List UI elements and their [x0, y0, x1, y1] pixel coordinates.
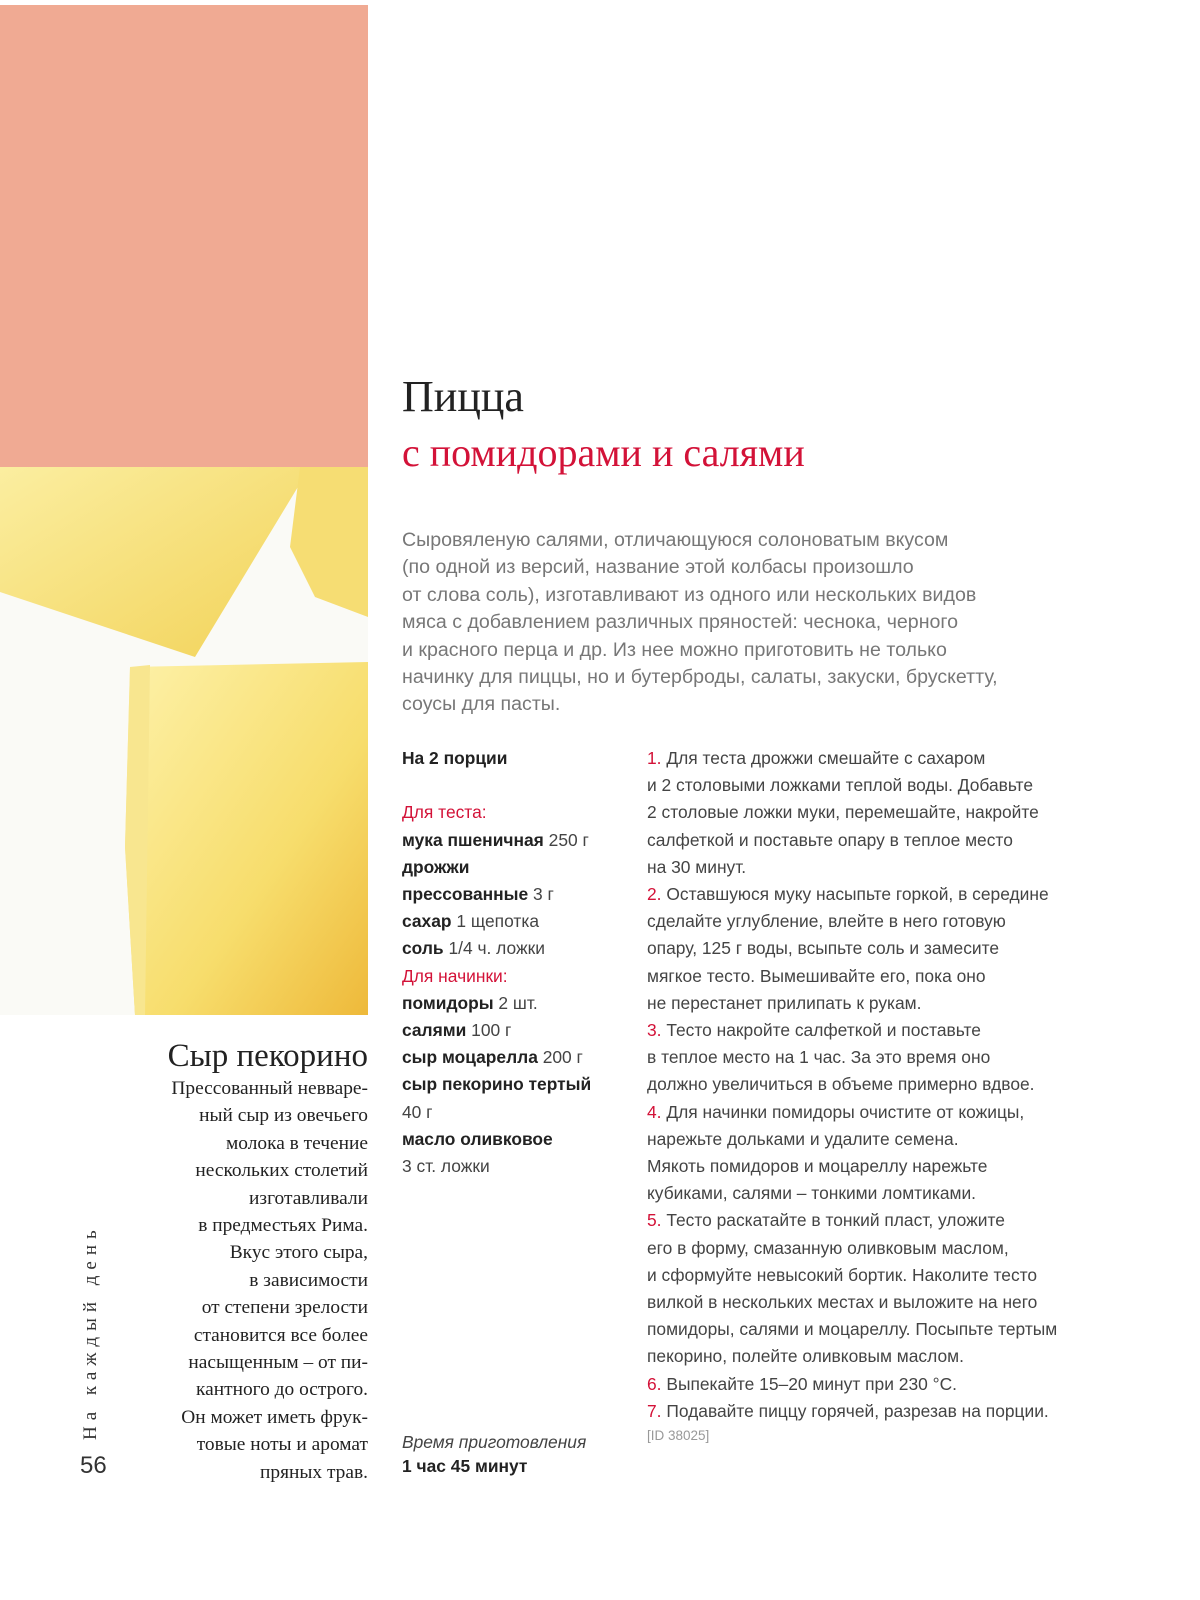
dough-heading: Для теста: — [402, 802, 487, 823]
ingredient-item: 3 ст. ложки — [402, 1156, 490, 1177]
step-text: салфеткой и поставьте опару в теплое место — [647, 829, 1013, 850]
step-text: его в форму, смазанную оливковым маслом, — [647, 1237, 1009, 1258]
step-line — [647, 745, 1117, 772]
step-text: мягкое тесто. Вымешивайте его, пока оно — [647, 965, 986, 986]
step-text: Оставшуюся муку насыпьте горкой, в середине — [661, 884, 1049, 905]
recipe-intro — [402, 527, 1122, 719]
step-line — [647, 799, 1117, 826]
step-text: и сформуйте невысокий бортик. Наколите тесто — [647, 1264, 1038, 1285]
sidebar-line: Вкус этого сыра, — [229, 1242, 368, 1264]
step-text: пекорино, полейте оливковым маслом. — [647, 1346, 964, 1367]
filling-heading: Для начинки: — [402, 965, 508, 986]
step-line — [647, 1262, 1117, 1289]
servings: На 2 порции — [402, 748, 508, 768]
step-line — [647, 827, 1117, 854]
step-number: 5. — [647, 1210, 662, 1231]
sidebar-line: товые ноты и аромат — [196, 1434, 368, 1456]
ingredient-item: сыр пекорино тертый — [402, 1074, 592, 1095]
sidebar-line: Прессованный невваре- — [171, 1078, 368, 1099]
step-text: Подавайте пиццу горячей, разрезав на порции. — [661, 1400, 1049, 1421]
page-number: 56 — [80, 1452, 107, 1479]
ingredient-item: салями 100 г — [402, 1020, 512, 1041]
ingredient-item: соль 1/4 ч. ложки — [402, 938, 545, 959]
cooking-time — [402, 1430, 586, 1478]
step-number: 1. — [647, 748, 662, 768]
ingredient-item: сыр моцарелла 200 г — [402, 1047, 583, 1068]
sidebar-line: ный сыр из овечьего — [199, 1105, 368, 1127]
cooking-time-value: 1 час 45 минут — [402, 1456, 528, 1476]
step-number: 4. — [647, 1101, 662, 1122]
intro-line: и красного перца и др. Из нее можно приготовить не только — [402, 638, 947, 661]
step-text: Для теста дрожжи смешайте с сахаром — [661, 748, 986, 768]
ingredients-list — [402, 745, 627, 1180]
step-line — [647, 772, 1117, 799]
step-text: кубиками, салями – тонкими ломтиками. — [647, 1183, 976, 1204]
ingredient-item: мука пшеничная 250 г — [402, 829, 589, 850]
cheese-photo — [0, 467, 368, 1015]
step-text: опару, 125 г воды, всыпьте соль и замесите — [647, 938, 1000, 959]
step-line — [647, 1153, 1117, 1180]
intro-line: (по одной из версий, название этой колбасы произошло — [402, 556, 914, 579]
step-line — [647, 1207, 1117, 1234]
sidebar-line: в зависимости — [249, 1269, 368, 1291]
sidebar-line: становится все более — [193, 1324, 368, 1346]
sidebar-line: нескольких столетий — [195, 1160, 368, 1182]
ingredient-item: сахар 1 щепотка — [402, 911, 539, 932]
step-line — [647, 935, 1117, 962]
step-text: Для начинки помидоры очистите от кожицы, — [661, 1101, 1025, 1122]
sidebar-line: Он может иметь фрук- — [181, 1406, 368, 1428]
step-line — [647, 963, 1117, 990]
step-text: сделайте углубление, влейте в него готовую — [647, 911, 1006, 932]
ingredient-item: прессованные 3 г — [402, 884, 554, 904]
step-line — [647, 1316, 1117, 1343]
step-text: помидоры, салями и моцареллу. Посыпьте тертым — [647, 1319, 1058, 1340]
step-line — [647, 1044, 1117, 1071]
sidebar-title: Сыр пекорино — [167, 1038, 368, 1074]
ingredient-item: масло оливковое — [402, 1128, 553, 1149]
recipe-subtitle: с помидорами и салями — [402, 430, 805, 475]
intro-line: начинку для пиццы, но и бутерброды, салаты, закуски, брускетту, — [402, 666, 998, 689]
step-line — [647, 1071, 1117, 1098]
ingredient-item: 40 г — [402, 1101, 433, 1122]
step-text: Тесто раскатайте в тонкий пласт, уложите — [661, 1210, 1005, 1231]
step-line — [647, 1289, 1117, 1316]
step-line — [647, 1180, 1117, 1207]
recipe-steps — [647, 745, 1117, 1447]
sidebar-line: в предместьях Рима. — [198, 1215, 368, 1237]
step-line — [647, 1126, 1117, 1153]
step-number: 7. — [647, 1400, 662, 1421]
ingredient-item: дрожжи — [402, 856, 470, 877]
step-text: Тесто накройте салфеткой и поставьте — [661, 1020, 981, 1041]
sidebar-line: насыщенным – от пи- — [188, 1352, 368, 1374]
step-line — [647, 854, 1117, 881]
step-line — [647, 881, 1117, 908]
step-text: 2 столовые ложки муки, перемешайте, накройте — [647, 802, 1039, 823]
step-line — [647, 1099, 1117, 1126]
step-number: 2. — [647, 884, 662, 905]
sidebar-line: кантного до острого. — [196, 1379, 368, 1401]
intro-line: от слова соль), изготавливают из одного или нескольких видов — [402, 583, 977, 606]
intro-line: мяса с добавлением различных пряностей: чеснока, черного — [402, 611, 959, 634]
sidebar-line: молока в течение — [226, 1132, 368, 1154]
step-line — [647, 1235, 1117, 1262]
sidebar-line: изготавливали — [249, 1187, 368, 1209]
step-text: в теплое место на 1 час. За это время оно — [647, 1047, 991, 1068]
step-text: вилкой в нескольких местах и выложите на него — [647, 1292, 1038, 1313]
ingredient-item: помидоры 2 шт. — [402, 992, 538, 1013]
intro-line: соусы для пасты. — [402, 693, 561, 716]
step-number: 3. — [647, 1020, 662, 1041]
sidebar-line: пряных трав. — [260, 1461, 368, 1483]
decorative-color-block — [0, 5, 368, 467]
step-text: Выпекайте 15–20 минут при 230 °С. — [661, 1373, 957, 1394]
step-text: не перестанет прилипать к рукам. — [647, 992, 922, 1013]
step-text: Мякоть помидоров и моцареллу нарежьте — [647, 1156, 988, 1177]
step-line — [647, 1398, 1117, 1425]
recipe-title: Пицца — [402, 372, 524, 421]
step-line — [647, 990, 1117, 1017]
step-line — [647, 1371, 1117, 1398]
step-text: на 30 минут. — [647, 856, 747, 877]
cooking-time-label: Время приготовления — [402, 1432, 587, 1452]
sidebar-line: от степени зрелости — [201, 1297, 368, 1319]
step-text: нарежьте дольками и удалите семена. — [647, 1128, 959, 1149]
step-text: должно увеличиться в объеме примерно вдвое. — [647, 1074, 1035, 1095]
step-number: 6. — [647, 1373, 662, 1394]
sidebar-text — [60, 1075, 368, 1486]
step-line — [647, 1343, 1117, 1370]
recipe-id: [ID 38025] — [647, 1428, 710, 1444]
step-line — [647, 908, 1117, 935]
section-label: На каждый день — [80, 1224, 101, 1440]
intro-line: Сыровяленую салями, отличающуюся солоноватым вкусом — [402, 529, 949, 551]
step-text: и 2 столовыми ложками теплой воды. Добавьте — [647, 775, 1033, 796]
step-line — [647, 1017, 1117, 1044]
